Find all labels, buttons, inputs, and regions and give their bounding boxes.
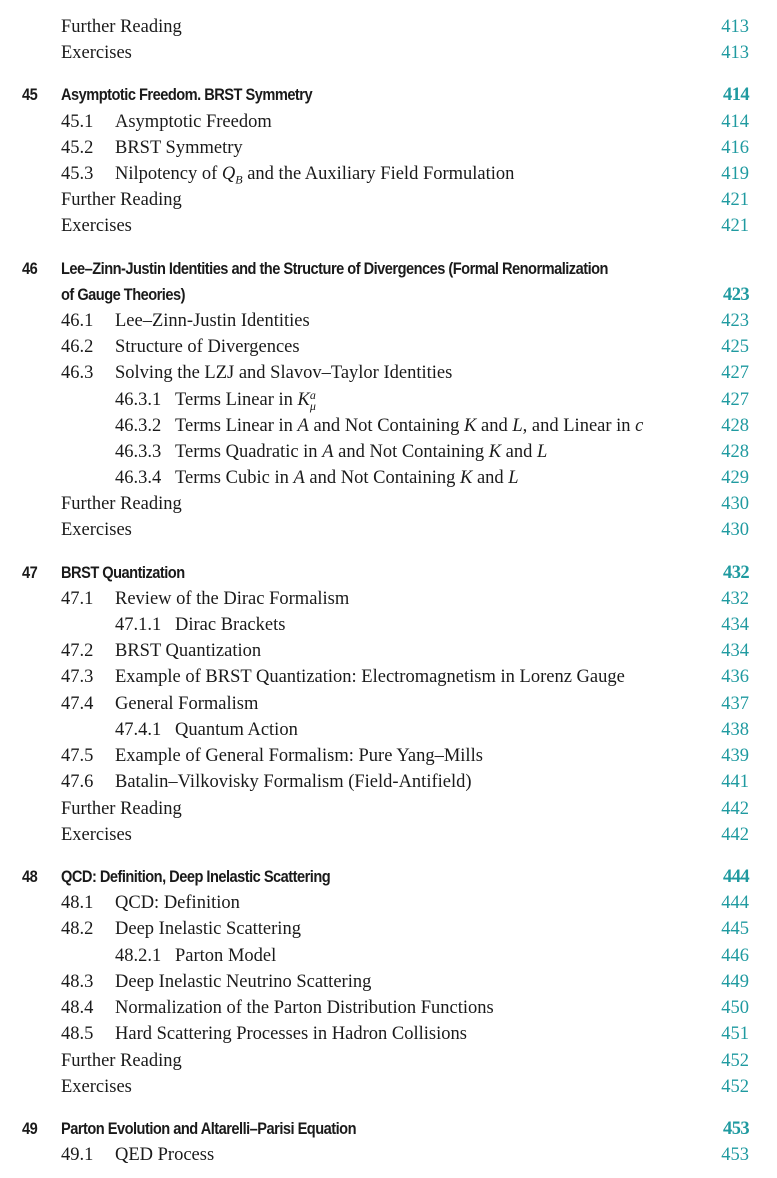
toc-entry-title: BRST Quantization — [115, 641, 262, 661]
toc-entry-title: Further Reading — [61, 799, 182, 819]
toc-entry-title: Further Reading — [61, 1051, 182, 1071]
toc-page-number[interactable]: 429 — [721, 468, 749, 488]
toc-entry-title: General Formalism — [115, 694, 259, 714]
toc-entry-title: QCD: Definition, Deep Inelastic Scattering — [61, 867, 331, 886]
toc-entry-number: 47.2 — [61, 641, 94, 661]
toc-entry-title: Exercises — [61, 520, 132, 540]
toc-entry-number: 46.2 — [61, 337, 94, 357]
toc-extra-entry[interactable] — [0, 1074, 777, 1100]
toc-entry-title: of Gauge Theories) — [61, 285, 185, 304]
toc-page-number[interactable]: 452 — [721, 1077, 749, 1097]
toc-page-number[interactable]: 414 — [721, 112, 749, 132]
toc-page-number[interactable]: 451 — [721, 1024, 749, 1044]
toc-entry-title: Terms Cubic in A and Not Containing K and L — [175, 468, 519, 488]
toc-entry-number: 46 — [22, 259, 38, 278]
toc-entry-number: 48.5 — [61, 1024, 94, 1044]
toc-entry-title: Exercises — [61, 43, 132, 63]
toc-page-number[interactable]: 434 — [721, 615, 749, 635]
toc-section-entry[interactable] — [0, 135, 777, 161]
toc-entry-number: 45.2 — [61, 138, 94, 158]
toc-section-entry[interactable] — [0, 334, 777, 360]
toc-page-number[interactable]: 423 — [721, 311, 749, 331]
toc-entry-title: Parton Model — [175, 946, 277, 966]
toc-extra-entry[interactable] — [0, 822, 777, 848]
toc-page-number[interactable]: 444 — [721, 893, 749, 913]
toc-entry-number: 47.5 — [61, 746, 94, 766]
toc-section-entry[interactable] — [0, 890, 777, 916]
toc-entry-title: Terms Linear in A and Not Containing K and L, and Linear in c — [175, 416, 644, 436]
toc-page-number[interactable]: 446 — [721, 946, 749, 966]
toc-entry-number: 47.4.1 — [115, 720, 162, 740]
toc-entry-title: QED Process — [115, 1145, 215, 1165]
toc-entry-number: 48.3 — [61, 972, 94, 992]
toc-page-number[interactable]: 453 — [721, 1145, 749, 1165]
toc-subsection-entry[interactable] — [0, 387, 777, 413]
toc-page-number[interactable]: 439 — [721, 746, 749, 766]
toc-entry-title: Terms Linear in K a μ — [175, 387, 316, 413]
toc-page-number[interactable]: 427 — [721, 363, 749, 383]
toc-page-number[interactable]: 430 — [721, 494, 749, 514]
toc-entry-number: 48 — [22, 867, 38, 886]
toc-section-entry[interactable] — [0, 1142, 777, 1168]
toc-entry-title: Example of General Formalism: Pure Yang–Mills — [115, 746, 483, 766]
toc-page-number[interactable]: 432 — [723, 563, 749, 583]
toc-page-number[interactable]: 419 — [721, 164, 749, 184]
toc-entry-title: Deep Inelastic Neutrino Scattering — [115, 972, 372, 992]
toc-entry-title: Example of BRST Quantization: Electromagnetism in Lorenz Gauge — [115, 667, 625, 687]
toc-page-number[interactable]: 427 — [721, 390, 749, 410]
toc-entry-title: Further Reading — [61, 190, 182, 210]
toc-entry-title: Exercises — [61, 216, 132, 236]
toc-entry-number: 47.1.1 — [115, 615, 162, 635]
toc-entry-number: 48.4 — [61, 998, 94, 1018]
toc-extra-entry[interactable] — [0, 187, 777, 213]
toc-entry-number: 47.3 — [61, 667, 94, 687]
toc-entry-title: Exercises — [61, 1077, 132, 1097]
toc-section-entry[interactable] — [0, 916, 777, 942]
toc-section-entry[interactable] — [0, 109, 777, 135]
toc-chapter-entry[interactable] — [0, 256, 777, 282]
toc-chapter-entry[interactable] — [0, 282, 777, 308]
toc-page-number[interactable]: 450 — [721, 998, 749, 1018]
toc-entry-title: BRST Quantization — [61, 563, 185, 582]
toc-section-entry[interactable] — [0, 360, 777, 386]
toc-page-number[interactable]: 452 — [721, 1051, 749, 1071]
toc-entry-title: Further Reading — [61, 17, 182, 37]
toc-entry-title: Dirac Brackets — [175, 615, 286, 635]
toc-page-number[interactable]: 430 — [721, 520, 749, 540]
toc-entry-title: Quantum Action — [175, 720, 298, 740]
toc-subsection-entry[interactable] — [0, 413, 777, 439]
toc-entry-title: Normalization of the Parton Distribution Functions — [115, 998, 494, 1018]
toc-section-entry[interactable] — [0, 769, 777, 795]
toc-page-number[interactable]: 421 — [721, 216, 749, 236]
toc-entry-title: Lee–Zinn-Justin Identities and the Structure of Divergences (Formal Renormalization — [61, 259, 608, 278]
toc-extra-entry[interactable] — [0, 796, 777, 822]
toc-entry-number: 46.3.1 — [115, 390, 162, 410]
toc-page-number[interactable]: 438 — [721, 720, 749, 740]
toc-entry-title: Nilpotency of $Q_B$ and the Auxiliary Field Formulation — [115, 164, 515, 187]
toc-extra-entry[interactable] — [0, 40, 777, 66]
toc-entry-title: Review of the Dirac Formalism — [115, 589, 350, 609]
toc-page-number[interactable]: 432 — [721, 589, 749, 609]
toc-page-number[interactable]: 413 — [721, 43, 749, 63]
toc-section-entry[interactable] — [0, 308, 777, 334]
toc-entry-title: Further Reading — [61, 494, 182, 514]
toc-entry-title: Lee–Zinn-Justin Identities — [115, 311, 310, 331]
toc-page-number[interactable]: 416 — [721, 138, 749, 158]
toc-entry-number: 48.1 — [61, 893, 94, 913]
toc-entry-title: Parton Evolution and Altarelli–Parisi Equation — [61, 1119, 356, 1138]
toc-chapter-entry[interactable] — [0, 864, 777, 890]
toc-entry-number: 47.1 — [61, 589, 94, 609]
toc-extra-entry[interactable] — [0, 491, 777, 517]
toc-entry-number: 46.3 — [61, 363, 94, 383]
toc-subsection-entry[interactable] — [0, 439, 777, 465]
toc-chapter-entry[interactable] — [0, 82, 777, 108]
toc-entry-number: 48.2.1 — [115, 946, 162, 966]
toc-entry-number: 45 — [22, 85, 38, 104]
toc-section-entry[interactable] — [0, 664, 777, 690]
toc-entry-title: Structure of Divergences — [115, 337, 300, 357]
toc-page-number[interactable]: 436 — [721, 667, 749, 687]
toc-page-number[interactable]: 414 — [723, 85, 749, 105]
toc-subsection-entry[interactable] — [0, 612, 777, 638]
toc-entry-number: 49 — [22, 1119, 38, 1138]
toc-page-number[interactable]: 421 — [721, 190, 749, 210]
toc-page-number[interactable]: 437 — [721, 694, 749, 714]
toc-entry-title: Batalin–Vilkovisky Formalism (Field-Antifield) — [115, 772, 472, 792]
toc-subsection-entry[interactable] — [0, 717, 777, 743]
toc-entry-title: Exercises — [61, 825, 132, 845]
toc-entry-number: 47.4 — [61, 694, 94, 714]
toc-page-number[interactable]: 423 — [723, 285, 749, 305]
toc-entry-number: 45.1 — [61, 112, 94, 132]
toc-entry-title: Terms Quadratic in A and Not Containing K and L — [175, 442, 548, 462]
toc-extra-entry[interactable] — [0, 14, 777, 40]
toc-extra-entry[interactable] — [0, 1048, 777, 1074]
toc-page-number[interactable]: 425 — [721, 337, 749, 357]
toc-section-entry[interactable] — [0, 969, 777, 995]
toc-page-number[interactable]: 445 — [721, 919, 749, 939]
toc-page-number[interactable]: 444 — [723, 867, 749, 887]
toc-page-number[interactable]: 453 — [723, 1119, 749, 1139]
toc-page-number[interactable]: 428 — [721, 416, 749, 436]
toc-section-entry[interactable] — [0, 638, 777, 664]
toc-page-number[interactable]: 442 — [721, 799, 749, 819]
toc-section-entry[interactable] — [0, 1021, 777, 1047]
toc-chapter-entry[interactable] — [0, 560, 777, 586]
toc-entry-number: 47.6 — [61, 772, 94, 792]
toc-section-entry[interactable] — [0, 995, 777, 1021]
toc-entry-title: Solving the LZJ and Slavov–Taylor Identities — [115, 363, 453, 383]
toc-entry-title: Asymptotic Freedom. BRST Symmetry — [61, 85, 313, 104]
toc-subsection-entry[interactable] — [0, 943, 777, 969]
toc-entry-number: 46.3.2 — [115, 416, 162, 436]
toc-page-number[interactable]: 442 — [721, 825, 749, 845]
toc-entry-number: 46.3.4 — [115, 468, 162, 488]
toc-extra-entry[interactable] — [0, 517, 777, 543]
toc-entry-title: Hard Scattering Processes in Hadron Collisions — [115, 1024, 467, 1044]
toc-section-entry[interactable] — [0, 743, 777, 769]
toc-entry-number: 46.3.3 — [115, 442, 162, 462]
toc-page-number[interactable]: 441 — [721, 772, 749, 792]
toc-section-entry[interactable] — [0, 161, 777, 187]
toc-section-entry[interactable] — [0, 691, 777, 717]
toc-section-entry[interactable] — [0, 586, 777, 612]
toc-entry-title: Asymptotic Freedom — [115, 112, 272, 132]
toc-entry-number: 46.1 — [61, 311, 94, 331]
toc-extra-entry[interactable] — [0, 213, 777, 239]
toc-page-number[interactable]: 413 — [721, 17, 749, 37]
toc-subsection-entry[interactable] — [0, 465, 777, 491]
toc-page-number[interactable]: 434 — [721, 641, 749, 661]
toc-entry-title: QCD: Definition — [115, 893, 240, 913]
toc-entry-number: 45.3 — [61, 164, 94, 184]
toc-entry-number: 49.1 — [61, 1145, 94, 1165]
toc-entry-number: 47 — [22, 563, 38, 582]
toc-page-number[interactable]: 428 — [721, 442, 749, 462]
toc-entry-number: 48.2 — [61, 919, 94, 939]
toc-chapter-entry[interactable] — [0, 1116, 777, 1142]
toc-entry-title: Deep Inelastic Scattering — [115, 919, 301, 939]
toc-entry-title: BRST Symmetry — [115, 138, 243, 158]
toc-page-number[interactable]: 449 — [721, 972, 749, 992]
